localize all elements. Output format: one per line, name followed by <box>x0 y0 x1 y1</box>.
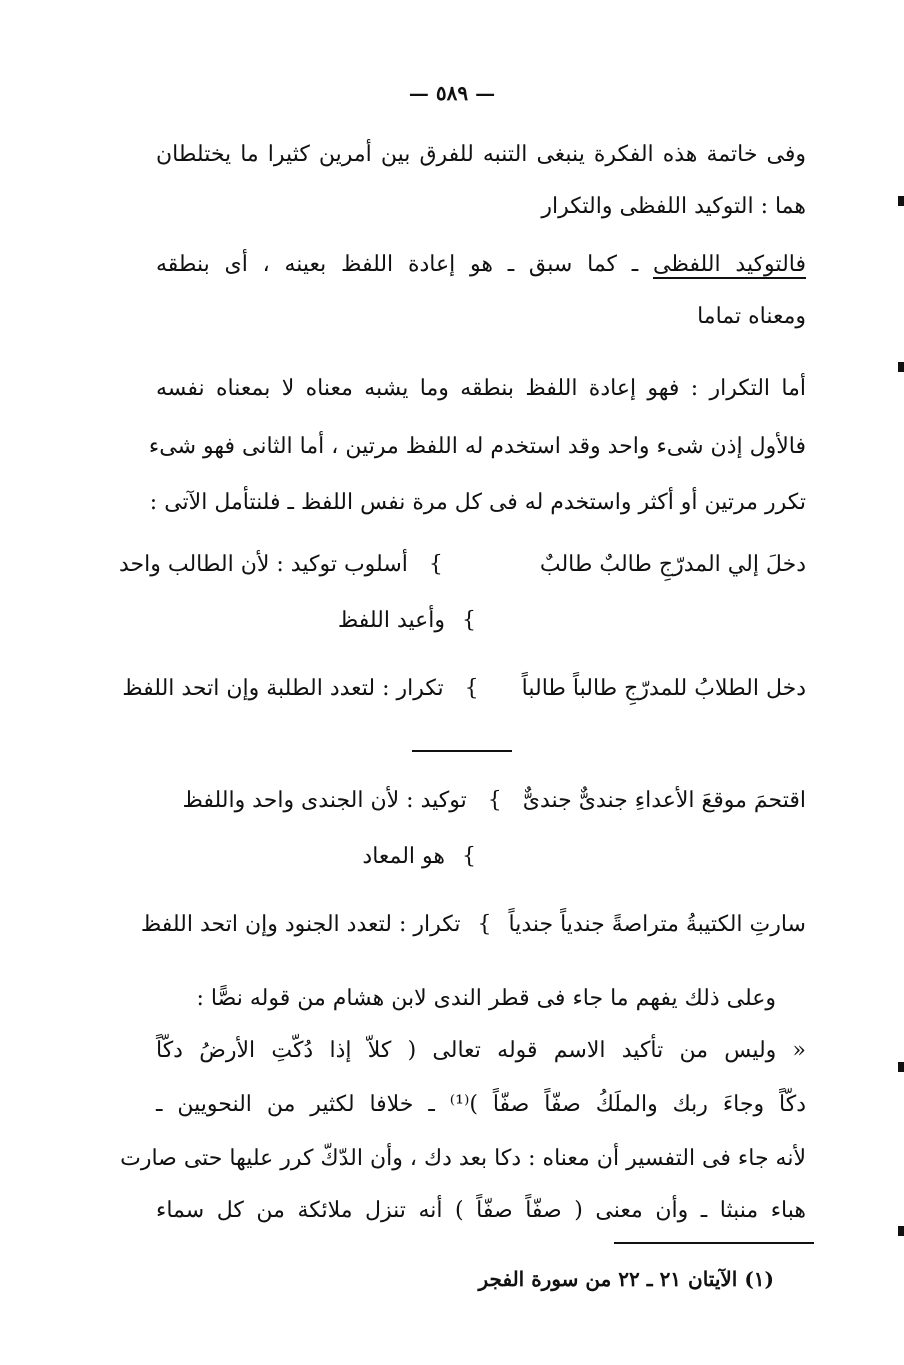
page-number: — ٥٨٩ — <box>408 81 496 105</box>
margin-mark <box>898 362 904 372</box>
brace-mark: } <box>462 844 476 869</box>
paragraph-line: وفى خاتمة هذه الفكرة ينبغى التنبه للفرق بين أمرين كثيرا ما يختلطان <box>156 142 806 167</box>
brace-mark: } <box>487 788 502 813</box>
example-sentence: دخل الطلابُ للمدرّجِ طالباً طالباً <box>521 676 806 701</box>
example-row <box>122 674 806 704</box>
example-row <box>362 842 476 872</box>
example-note: تكرار : لتعدد الطلبة وإن اتحد اللفظ <box>122 676 444 701</box>
example-note: تكرار : لتعدد الجنود وإن اتحد اللفظ <box>140 912 461 937</box>
example-note: توكيد : لأن الجندى واحد واللفظ <box>182 788 467 813</box>
example-note: هو المعاد <box>362 844 445 869</box>
example-row <box>140 910 806 940</box>
example-note: أسلوب توكيد : لأن الطالب واحد <box>118 552 408 577</box>
separator-rule <box>412 750 512 752</box>
paragraph-line: وعلى ذلك يفهم ما جاء فى قطر الندى لابن هشام من قوله نصًّا : <box>196 986 776 1011</box>
quote-line: لأنه جاء فى التفسير أن معناه : دكا بعد دك ، وأن الدّكّ كرر عليها حتى صارت <box>120 1146 806 1171</box>
margin-mark <box>898 196 904 206</box>
quote-line: دكّاً وجاءَ ربك والملَكُ صفّاً صفّاً )⁽¹⁾ ـ خلافا لكثير من النحويين ـ <box>156 1092 806 1117</box>
example-row <box>118 550 806 580</box>
footnote: (١) الآيتان ٢١ ـ ٢٢ من سورة الفجر <box>478 1267 774 1291</box>
paragraph-line: ومعناه تماما <box>697 304 806 329</box>
quote-line: هباء منبثا ـ وأن معنى ( صفّاً صفّاً ) أنه تنزل ملائكة من كل سماء <box>156 1198 806 1223</box>
paragraph-text: ـ كما سبق ـ هو إعادة اللفظ بعينه ، أى بنطقه <box>156 252 654 277</box>
quote-line: « وليس من تأكيد الاسم قوله تعالى ( كلاّ إذا دُكّتِ الأرضُ دكّاً <box>156 1038 806 1063</box>
brace-mark: } <box>477 912 492 937</box>
example-sentence: سارتِ الكتيبةُ متراصةً جندياً جندياً <box>508 912 806 937</box>
example-sentence: اقتحمَ موقعَ الأعداءِ جندىٌّ جندىٌّ <box>522 788 806 813</box>
paragraph-line: فالأول إذن شىء واحد وقد استخدم له اللفظ مرتين ، أما الثانى فهو شىء <box>148 434 806 459</box>
footnote-rule <box>614 1242 814 1244</box>
example-sentence: دخلَ إلي المدرّجِ طالبٌ طالبٌ <box>539 552 806 577</box>
paragraph-line: تكرر مرتين أو أكثر واستخدم له فى كل مرة نفس اللفظ ـ فلنتأمل الآتى : <box>149 490 806 515</box>
paragraph-line: أما التكرار : فهو إعادة اللفظ بنطقه وما يشبه معناه لا بمعناه نفسه <box>156 376 806 401</box>
underlined-term: فالتوكيد اللفظى <box>653 252 806 277</box>
brace-mark: } <box>462 608 476 633</box>
example-note: وأعيد اللفظ <box>337 608 445 633</box>
margin-mark <box>898 1226 904 1236</box>
example-row <box>338 606 476 636</box>
paragraph-line: هما : التوكيد اللفظى والتكرار <box>541 194 806 219</box>
example-row <box>156 786 806 816</box>
margin-mark <box>898 1062 904 1072</box>
paragraph-line <box>156 250 806 280</box>
brace-mark: } <box>428 552 443 577</box>
brace-mark: } <box>464 676 479 701</box>
